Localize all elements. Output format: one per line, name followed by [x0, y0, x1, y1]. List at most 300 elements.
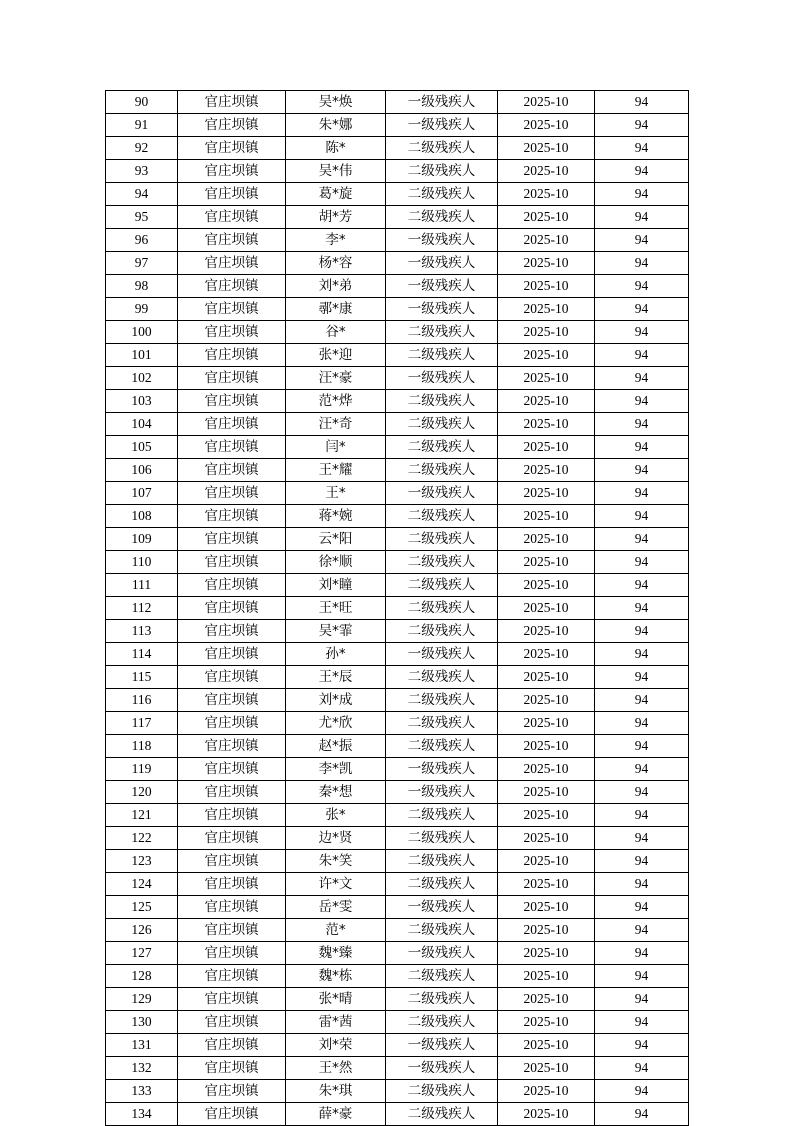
cell-town: 官庄坝镇: [178, 689, 286, 712]
cell-town: 官庄坝镇: [178, 551, 286, 574]
table-row: [106, 459, 689, 482]
cell-name: 王*耀: [286, 459, 386, 482]
cell-sequence: 91: [106, 114, 178, 137]
cell-amount: 94: [595, 206, 689, 229]
cell-town: 官庄坝镇: [178, 114, 286, 137]
cell-disability-level: 二级残疾人: [386, 597, 498, 620]
cell-disability-level: 二级残疾人: [386, 160, 498, 183]
cell-disability-level: 一级残疾人: [386, 896, 498, 919]
cell-amount: 94: [595, 114, 689, 137]
cell-month: 2025-10: [498, 597, 595, 620]
cell-sequence: 104: [106, 413, 178, 436]
cell-disability-level: 二级残疾人: [386, 459, 498, 482]
cell-name: 陈*: [286, 137, 386, 160]
table-row: [106, 413, 689, 436]
cell-amount: 94: [595, 965, 689, 988]
cell-month: 2025-10: [498, 252, 595, 275]
table-row: [106, 1057, 689, 1080]
cell-month: 2025-10: [498, 459, 595, 482]
cell-month: 2025-10: [498, 528, 595, 551]
cell-town: 官庄坝镇: [178, 735, 286, 758]
cell-disability-level: 二级残疾人: [386, 988, 498, 1011]
table-row: [106, 919, 689, 942]
cell-town: 官庄坝镇: [178, 1080, 286, 1103]
cell-amount: 94: [595, 850, 689, 873]
cell-sequence: 114: [106, 643, 178, 666]
cell-disability-level: 二级残疾人: [386, 574, 498, 597]
cell-amount: 94: [595, 804, 689, 827]
cell-month: 2025-10: [498, 1011, 595, 1034]
cell-town: 官庄坝镇: [178, 344, 286, 367]
cell-town: 官庄坝镇: [178, 275, 286, 298]
cell-name: 王*然: [286, 1057, 386, 1080]
cell-name: 葛*旋: [286, 183, 386, 206]
cell-name: 孙*: [286, 643, 386, 666]
cell-amount: 94: [595, 942, 689, 965]
table-row: [106, 827, 689, 850]
cell-name: 雷*茜: [286, 1011, 386, 1034]
cell-amount: 94: [595, 482, 689, 505]
cell-sequence: 123: [106, 850, 178, 873]
cell-disability-level: 一级残疾人: [386, 91, 498, 114]
cell-sequence: 118: [106, 735, 178, 758]
cell-disability-level: 二级残疾人: [386, 666, 498, 689]
cell-month: 2025-10: [498, 551, 595, 574]
cell-town: 官庄坝镇: [178, 804, 286, 827]
cell-town: 官庄坝镇: [178, 528, 286, 551]
cell-town: 官庄坝镇: [178, 896, 286, 919]
cell-disability-level: 一级残疾人: [386, 758, 498, 781]
table-row: [106, 505, 689, 528]
table-row: [106, 1011, 689, 1034]
cell-name: 吴*霏: [286, 620, 386, 643]
cell-disability-level: 一级残疾人: [386, 298, 498, 321]
cell-amount: 94: [595, 298, 689, 321]
cell-town: 官庄坝镇: [178, 91, 286, 114]
cell-month: 2025-10: [498, 160, 595, 183]
cell-month: 2025-10: [498, 827, 595, 850]
cell-amount: 94: [595, 666, 689, 689]
table-row: [106, 758, 689, 781]
cell-name: 范*烨: [286, 390, 386, 413]
cell-town: 官庄坝镇: [178, 643, 286, 666]
table-row: [106, 137, 689, 160]
cell-month: 2025-10: [498, 298, 595, 321]
cell-sequence: 115: [106, 666, 178, 689]
cell-sequence: 106: [106, 459, 178, 482]
cell-name: 边*贤: [286, 827, 386, 850]
cell-name: 张*迎: [286, 344, 386, 367]
cell-disability-level: 二级残疾人: [386, 620, 498, 643]
cell-month: 2025-10: [498, 689, 595, 712]
cell-disability-level: 二级残疾人: [386, 321, 498, 344]
cell-sequence: 113: [106, 620, 178, 643]
cell-amount: 94: [595, 367, 689, 390]
cell-amount: 94: [595, 91, 689, 114]
cell-month: 2025-10: [498, 344, 595, 367]
cell-month: 2025-10: [498, 367, 595, 390]
cell-name: 李*凯: [286, 758, 386, 781]
table-row: [106, 781, 689, 804]
cell-month: 2025-10: [498, 919, 595, 942]
cell-amount: 94: [595, 758, 689, 781]
cell-month: 2025-10: [498, 1080, 595, 1103]
cell-month: 2025-10: [498, 965, 595, 988]
cell-town: 官庄坝镇: [178, 574, 286, 597]
cell-month: 2025-10: [498, 505, 595, 528]
cell-disability-level: 二级残疾人: [386, 436, 498, 459]
cell-month: 2025-10: [498, 850, 595, 873]
cell-sequence: 105: [106, 436, 178, 459]
cell-month: 2025-10: [498, 1103, 595, 1126]
cell-month: 2025-10: [498, 390, 595, 413]
table-row: [106, 597, 689, 620]
cell-town: 官庄坝镇: [178, 1057, 286, 1080]
cell-town: 官庄坝镇: [178, 666, 286, 689]
table-row: [106, 735, 689, 758]
cell-name: 刘*荣: [286, 1034, 386, 1057]
cell-month: 2025-10: [498, 781, 595, 804]
cell-sequence: 117: [106, 712, 178, 735]
cell-name: 许*文: [286, 873, 386, 896]
cell-town: 官庄坝镇: [178, 367, 286, 390]
subsidy-roster-table: [105, 90, 689, 1126]
table-row: [106, 850, 689, 873]
cell-disability-level: 一级残疾人: [386, 229, 498, 252]
table-row: [106, 988, 689, 1011]
cell-amount: 94: [595, 252, 689, 275]
cell-name: 王*旺: [286, 597, 386, 620]
cell-name: 刘*成: [286, 689, 386, 712]
cell-town: 官庄坝镇: [178, 1011, 286, 1034]
cell-name: 薛*豪: [286, 1103, 386, 1126]
cell-month: 2025-10: [498, 275, 595, 298]
cell-month: 2025-10: [498, 321, 595, 344]
table-row: [106, 229, 689, 252]
cell-town: 官庄坝镇: [178, 160, 286, 183]
table-row: [106, 114, 689, 137]
cell-disability-level: 二级残疾人: [386, 919, 498, 942]
cell-amount: 94: [595, 183, 689, 206]
cell-month: 2025-10: [498, 1034, 595, 1057]
cell-disability-level: 二级残疾人: [386, 183, 498, 206]
cell-sequence: 125: [106, 896, 178, 919]
cell-disability-level: 二级残疾人: [386, 390, 498, 413]
cell-month: 2025-10: [498, 712, 595, 735]
cell-disability-level: 二级残疾人: [386, 137, 498, 160]
cell-sequence: 94: [106, 183, 178, 206]
cell-sequence: 97: [106, 252, 178, 275]
cell-sequence: 107: [106, 482, 178, 505]
cell-disability-level: 二级残疾人: [386, 873, 498, 896]
cell-name: 范*: [286, 919, 386, 942]
cell-sequence: 101: [106, 344, 178, 367]
cell-name: 尤*欣: [286, 712, 386, 735]
cell-disability-level: 二级残疾人: [386, 850, 498, 873]
cell-amount: 94: [595, 827, 689, 850]
cell-month: 2025-10: [498, 988, 595, 1011]
table-row: [106, 942, 689, 965]
cell-month: 2025-10: [498, 942, 595, 965]
cell-amount: 94: [595, 436, 689, 459]
cell-sequence: 108: [106, 505, 178, 528]
table-row: [106, 298, 689, 321]
cell-name: 徐*顺: [286, 551, 386, 574]
cell-amount: 94: [595, 1103, 689, 1126]
cell-disability-level: 一级残疾人: [386, 114, 498, 137]
cell-amount: 94: [595, 919, 689, 942]
cell-amount: 94: [595, 1057, 689, 1080]
cell-amount: 94: [595, 988, 689, 1011]
cell-amount: 94: [595, 344, 689, 367]
cell-amount: 94: [595, 413, 689, 436]
cell-month: 2025-10: [498, 735, 595, 758]
cell-sequence: 95: [106, 206, 178, 229]
cell-sequence: 133: [106, 1080, 178, 1103]
cell-month: 2025-10: [498, 436, 595, 459]
cell-amount: 94: [595, 551, 689, 574]
cell-sequence: 130: [106, 1011, 178, 1034]
cell-town: 官庄坝镇: [178, 597, 286, 620]
cell-name: 闫*: [286, 436, 386, 459]
cell-sequence: 110: [106, 551, 178, 574]
cell-name: 汪*豪: [286, 367, 386, 390]
cell-amount: 94: [595, 459, 689, 482]
cell-sequence: 116: [106, 689, 178, 712]
cell-amount: 94: [595, 1034, 689, 1057]
table-row: [106, 160, 689, 183]
table-row: [106, 275, 689, 298]
cell-month: 2025-10: [498, 482, 595, 505]
cell-town: 官庄坝镇: [178, 413, 286, 436]
cell-name: 刘*弟: [286, 275, 386, 298]
table-row: [106, 643, 689, 666]
cell-amount: 94: [595, 528, 689, 551]
table-row: [106, 390, 689, 413]
cell-disability-level: 二级残疾人: [386, 1080, 498, 1103]
cell-name: 李*: [286, 229, 386, 252]
cell-disability-level: 二级残疾人: [386, 505, 498, 528]
cell-amount: 94: [595, 620, 689, 643]
cell-sequence: 111: [106, 574, 178, 597]
cell-amount: 94: [595, 1080, 689, 1103]
table-row: [106, 1034, 689, 1057]
cell-month: 2025-10: [498, 666, 595, 689]
cell-disability-level: 一级残疾人: [386, 482, 498, 505]
cell-disability-level: 一级残疾人: [386, 1034, 498, 1057]
cell-month: 2025-10: [498, 896, 595, 919]
table-row: [106, 689, 689, 712]
cell-disability-level: 二级残疾人: [386, 206, 498, 229]
cell-disability-level: 二级残疾人: [386, 413, 498, 436]
cell-name: 岳*雯: [286, 896, 386, 919]
cell-sequence: 126: [106, 919, 178, 942]
cell-month: 2025-10: [498, 91, 595, 114]
cell-sequence: 112: [106, 597, 178, 620]
cell-name: 朱*娜: [286, 114, 386, 137]
cell-month: 2025-10: [498, 114, 595, 137]
cell-town: 官庄坝镇: [178, 781, 286, 804]
cell-sequence: 99: [106, 298, 178, 321]
cell-amount: 94: [595, 137, 689, 160]
cell-sequence: 132: [106, 1057, 178, 1080]
cell-sequence: 98: [106, 275, 178, 298]
cell-disability-level: 二级残疾人: [386, 804, 498, 827]
cell-amount: 94: [595, 229, 689, 252]
cell-month: 2025-10: [498, 413, 595, 436]
cell-disability-level: 一级残疾人: [386, 1057, 498, 1080]
cell-month: 2025-10: [498, 229, 595, 252]
cell-name: 赵*振: [286, 735, 386, 758]
cell-amount: 94: [595, 643, 689, 666]
table-row: [106, 965, 689, 988]
cell-name: 王*: [286, 482, 386, 505]
cell-month: 2025-10: [498, 183, 595, 206]
cell-town: 官庄坝镇: [178, 321, 286, 344]
cell-name: 秦*想: [286, 781, 386, 804]
cell-town: 官庄坝镇: [178, 620, 286, 643]
cell-name: 杨*容: [286, 252, 386, 275]
cell-month: 2025-10: [498, 137, 595, 160]
cell-amount: 94: [595, 1011, 689, 1034]
cell-town: 官庄坝镇: [178, 505, 286, 528]
cell-name: 张*: [286, 804, 386, 827]
table-row: [106, 206, 689, 229]
cell-sequence: 96: [106, 229, 178, 252]
cell-sequence: 124: [106, 873, 178, 896]
table-row: [106, 804, 689, 827]
cell-sequence: 93: [106, 160, 178, 183]
table-row: [106, 712, 689, 735]
table-row: [106, 91, 689, 114]
cell-sequence: 128: [106, 965, 178, 988]
cell-sequence: 92: [106, 137, 178, 160]
table-row: [106, 551, 689, 574]
table-row: [106, 482, 689, 505]
cell-month: 2025-10: [498, 1057, 595, 1080]
cell-month: 2025-10: [498, 873, 595, 896]
cell-town: 官庄坝镇: [178, 229, 286, 252]
cell-sequence: 122: [106, 827, 178, 850]
cell-name: 魏*栋: [286, 965, 386, 988]
cell-name: 吴*焕: [286, 91, 386, 114]
cell-name: 王*辰: [286, 666, 386, 689]
cell-name: 蒋*婉: [286, 505, 386, 528]
table-row: [106, 344, 689, 367]
cell-disability-level: 二级残疾人: [386, 712, 498, 735]
table-row: [106, 252, 689, 275]
cell-disability-level: 一级残疾人: [386, 643, 498, 666]
cell-sequence: 103: [106, 390, 178, 413]
cell-town: 官庄坝镇: [178, 827, 286, 850]
cell-amount: 94: [595, 160, 689, 183]
table-row: [106, 436, 689, 459]
cell-town: 官庄坝镇: [178, 942, 286, 965]
cell-disability-level: 二级残疾人: [386, 689, 498, 712]
cell-amount: 94: [595, 597, 689, 620]
table-row: [106, 1103, 689, 1126]
cell-disability-level: 二级残疾人: [386, 735, 498, 758]
cell-sequence: 102: [106, 367, 178, 390]
cell-disability-level: 二级残疾人: [386, 1103, 498, 1126]
table-row: [106, 183, 689, 206]
cell-month: 2025-10: [498, 574, 595, 597]
cell-town: 官庄坝镇: [178, 712, 286, 735]
cell-sequence: 134: [106, 1103, 178, 1126]
cell-town: 官庄坝镇: [178, 988, 286, 1011]
cell-town: 官庄坝镇: [178, 137, 286, 160]
table-row: [106, 367, 689, 390]
cell-name: 吴*伟: [286, 160, 386, 183]
cell-sequence: 100: [106, 321, 178, 344]
cell-name: 魏*臻: [286, 942, 386, 965]
cell-month: 2025-10: [498, 758, 595, 781]
table-row: [106, 574, 689, 597]
cell-disability-level: 二级残疾人: [386, 528, 498, 551]
cell-name: 鄩*康: [286, 298, 386, 321]
table-row: [106, 896, 689, 919]
cell-disability-level: 二级残疾人: [386, 827, 498, 850]
cell-town: 官庄坝镇: [178, 390, 286, 413]
cell-disability-level: 二级残疾人: [386, 1011, 498, 1034]
cell-town: 官庄坝镇: [178, 1103, 286, 1126]
cell-name: 胡*芳: [286, 206, 386, 229]
cell-amount: 94: [595, 873, 689, 896]
table-row: [106, 1080, 689, 1103]
cell-amount: 94: [595, 712, 689, 735]
cell-disability-level: 二级残疾人: [386, 551, 498, 574]
cell-month: 2025-10: [498, 620, 595, 643]
cell-month: 2025-10: [498, 643, 595, 666]
cell-amount: 94: [595, 390, 689, 413]
cell-town: 官庄坝镇: [178, 1034, 286, 1057]
cell-amount: 94: [595, 321, 689, 344]
cell-amount: 94: [595, 896, 689, 919]
cell-sequence: 119: [106, 758, 178, 781]
cell-disability-level: 一级残疾人: [386, 781, 498, 804]
cell-town: 官庄坝镇: [178, 758, 286, 781]
cell-town: 官庄坝镇: [178, 482, 286, 505]
cell-disability-level: 一级残疾人: [386, 252, 498, 275]
cell-amount: 94: [595, 735, 689, 758]
cell-disability-level: 一级残疾人: [386, 942, 498, 965]
cell-month: 2025-10: [498, 804, 595, 827]
cell-town: 官庄坝镇: [178, 183, 286, 206]
cell-town: 官庄坝镇: [178, 252, 286, 275]
cell-month: 2025-10: [498, 206, 595, 229]
cell-amount: 94: [595, 689, 689, 712]
table-row: [106, 666, 689, 689]
cell-sequence: 121: [106, 804, 178, 827]
cell-town: 官庄坝镇: [178, 873, 286, 896]
cell-town: 官庄坝镇: [178, 206, 286, 229]
cell-name: 云*阳: [286, 528, 386, 551]
cell-sequence: 120: [106, 781, 178, 804]
table-row: [106, 321, 689, 344]
cell-town: 官庄坝镇: [178, 436, 286, 459]
cell-name: 朱*琪: [286, 1080, 386, 1103]
cell-name: 谷*: [286, 321, 386, 344]
table-body: [106, 91, 689, 1126]
cell-town: 官庄坝镇: [178, 298, 286, 321]
table-row: [106, 873, 689, 896]
cell-disability-level: 一级残疾人: [386, 275, 498, 298]
cell-town: 官庄坝镇: [178, 919, 286, 942]
cell-amount: 94: [595, 505, 689, 528]
cell-sequence: 127: [106, 942, 178, 965]
cell-disability-level: 二级残疾人: [386, 344, 498, 367]
cell-town: 官庄坝镇: [178, 850, 286, 873]
